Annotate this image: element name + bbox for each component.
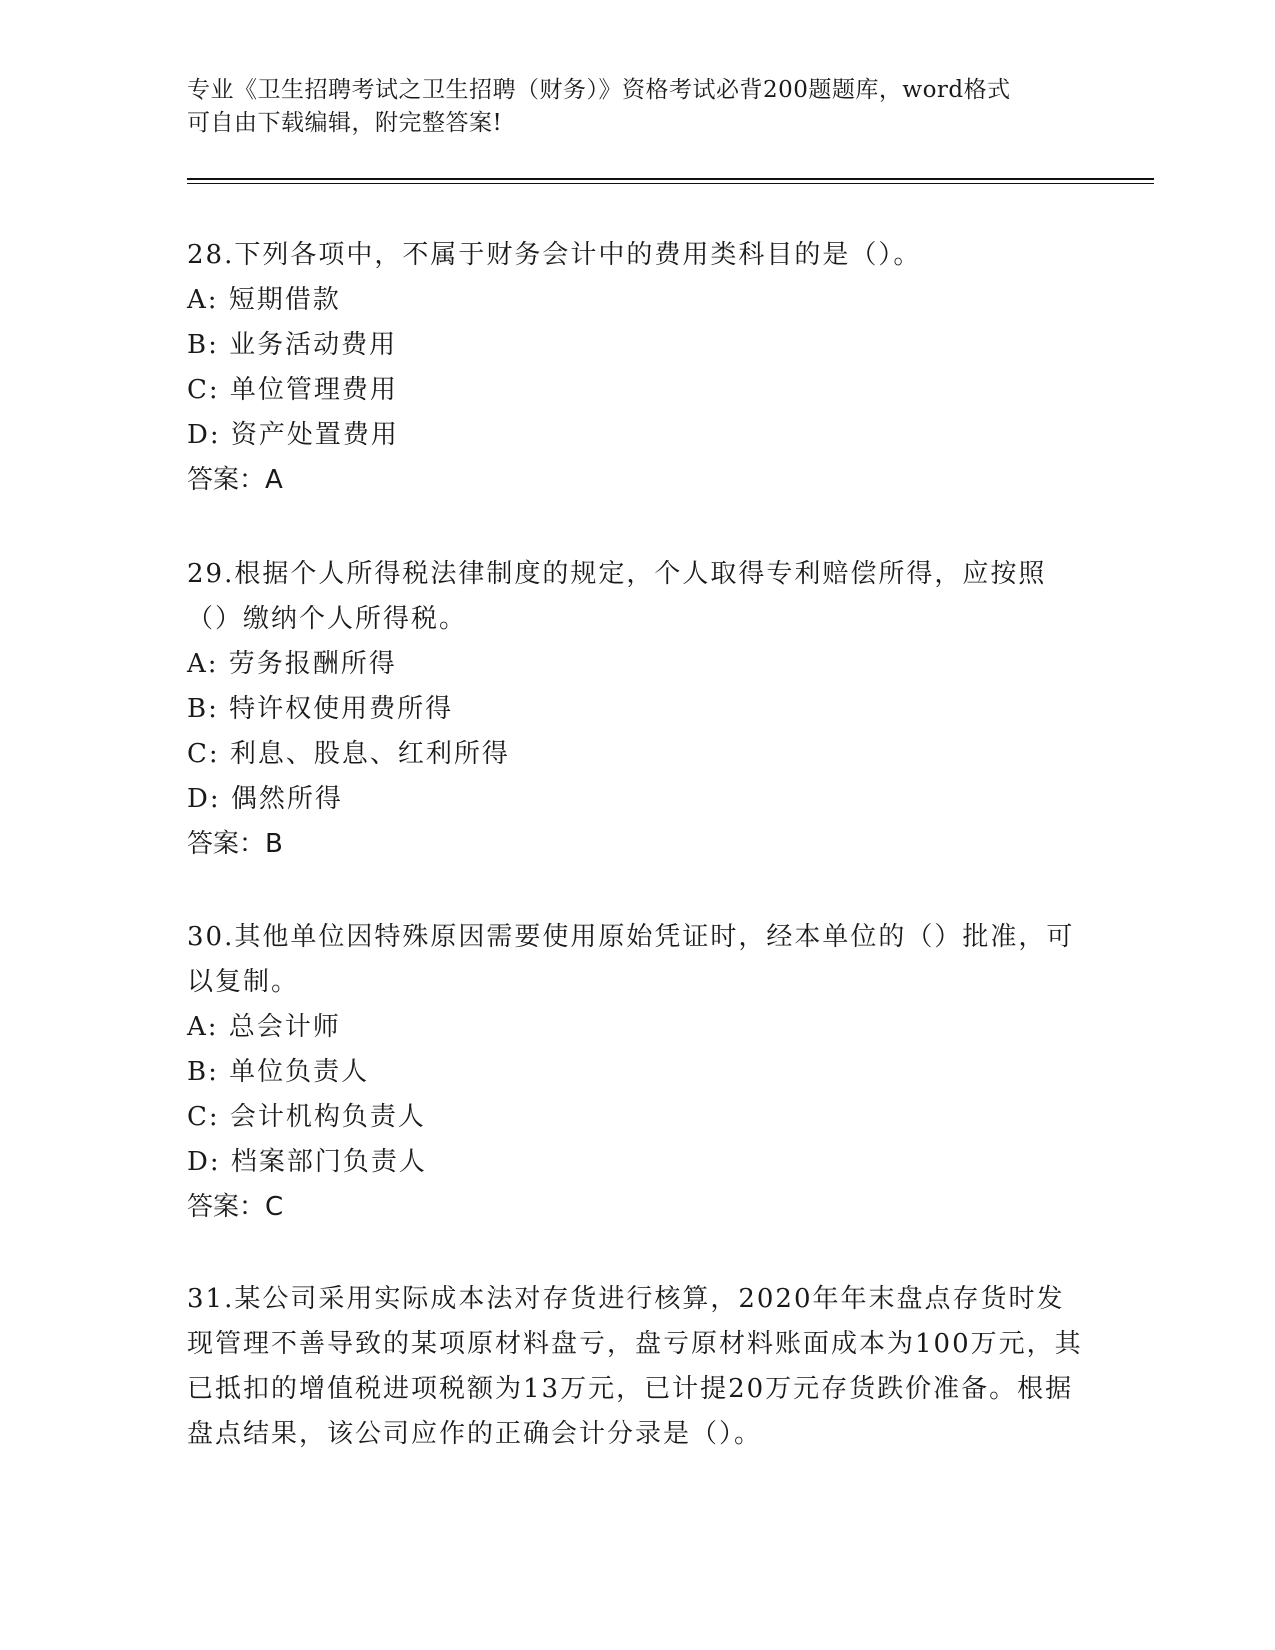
question-stem: 29.根据个人所得税法律制度的规定，个人取得专利赔偿所得，应按照（）缴纳个人所得税。 — [187, 559, 1047, 634]
header-title-line: 专业《卫生招聘考试之卫生招聘（财务）》资格考试必背200题题库，word格式 — [187, 77, 1011, 103]
header-divider-thick — [187, 178, 1154, 180]
question-31 — [187, 1277, 1087, 1457]
option-b: B: 业务活动费用 — [187, 330, 398, 360]
option-c: C: 利息、股息、红利所得 — [187, 739, 510, 769]
answer-line: 答案：C — [187, 1192, 284, 1222]
answer-line: 答案：B — [187, 829, 283, 859]
option-a: A: 短期借款 — [187, 285, 341, 315]
option-c: C: 单位管理费用 — [187, 375, 398, 405]
question-stem: 31.某公司采用实际成本法对存货进行核算，2020年年末盘点存货时发现管理不善导致的某项原材料盘亏，盘亏原材料账面成本为100万元，其已抵扣的增值税进项税额为13万元，已计提20万元存货跌价准备。根据盘点结果，该公司应作的正确会计分录是（）。 — [187, 1284, 1083, 1449]
option-a: A: 劳务报酬所得 — [187, 649, 397, 679]
document-header — [187, 74, 1087, 140]
option-d: D: 偶然所得 — [187, 784, 343, 814]
option-a: A: 总会计师 — [187, 1012, 341, 1042]
option-d: D: 资产处置费用 — [187, 420, 399, 450]
header-subtitle-line: 可自由下载编辑，附完整答案! — [187, 110, 503, 136]
question-28 — [187, 233, 1087, 503]
question-stem: 30.其他单位因特殊原因需要使用原始凭证时，经本单位的（）批准，可以复制。 — [187, 922, 1075, 997]
question-stem: 28.下列各项中，不属于财务会计中的费用类科目的是（）。 — [187, 240, 922, 270]
answer-line: 答案：A — [187, 465, 283, 495]
option-d: D: 档案部门负责人 — [187, 1147, 427, 1177]
option-b: B: 单位负责人 — [187, 1057, 370, 1087]
option-c: C: 会计机构负责人 — [187, 1102, 426, 1132]
header-divider-thin — [187, 183, 1154, 184]
option-b: B: 特许权使用费所得 — [187, 694, 454, 724]
question-29 — [187, 552, 1087, 867]
question-30 — [187, 915, 1087, 1230]
